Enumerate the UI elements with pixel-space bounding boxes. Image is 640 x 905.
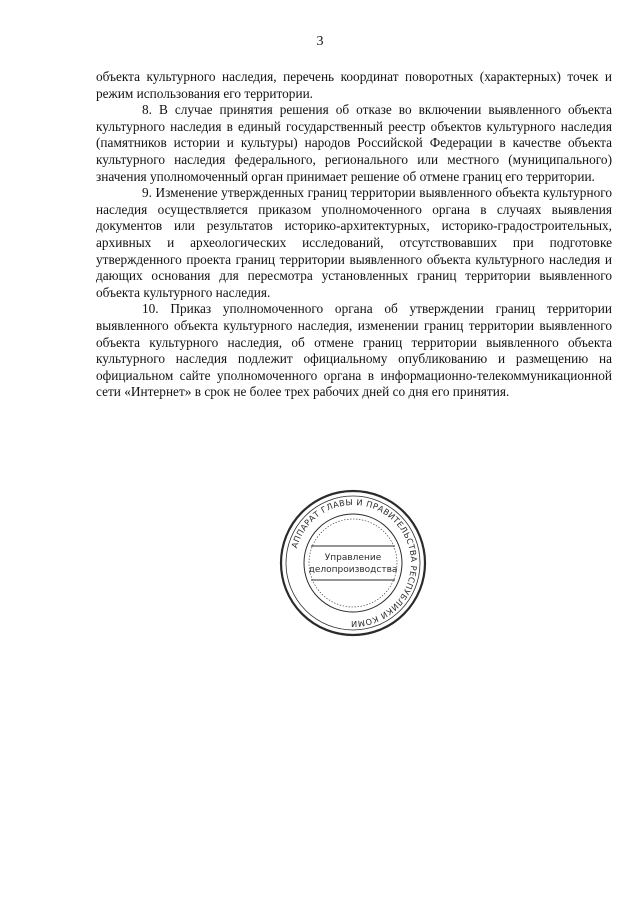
paragraph-continuation: объекта культурного наследия, перечень координат поворотных (характерных) точек и режим использования его территории. [96,69,612,101]
seal-center-line-2: делопроизводства [308,565,398,575]
paragraph-item-9: 9. Изменение утвержденных границ территории выявленного объекта культурного наследия осуществляется приказом уполномоченного органа в случаях выявления документов или результатов историко-архитектурных, историко-градостроительных, архивных и археологических исследований, отсутствовавших при подготовке утвержденного проекта границ территории выявленного объекта культурного наследия и дающих основания для пересмотра установленных границ территории выявленного объекта культурного наследия. [96,185,612,300]
seal-dotted-ring [309,519,397,607]
paragraph-item-8: 8. В случае принятия решения об отказе во включении выявленного объекта культурного наследия в единый государственный реестр объектов культурного наследия (памятников истории и культуры) народов Российской Федерации в качестве объекта культурного наследия федерального, регионального или местного (муниципального) значения уполномоченный орган принимает решение об отмене границ его территории. [96,102,612,184]
seal-outer-inner-ring [286,496,420,630]
page-number: 3 [316,34,324,49]
seal-outer-ring [281,491,425,635]
seal-middle-ring [304,514,402,612]
seal-center-line-1: Управление [324,553,382,563]
document-body [96,69,612,401]
seal-ring-text: АППАРАТ ГЛАВЫ И ПРАВИТЕЛЬСТВА РЕСПУБЛИКИ КОМИ [289,496,420,630]
official-seal-stamp [278,488,428,638]
paragraph-item-10: 10. Приказ уполномоченного органа об утверждении границ территории выявленного объекта культурного наследия, изменении границ территории выявленного объекта культурного наследия, об отмене границ территории выявленного объекта культурного наследия подлежит официальному опубликованию и размещению на официальном сайте уполномоченного органа в информационно-телекоммуникационной сети «Интернет» в срок не более трех рабочих дней со дня его принятия. [96,301,612,400]
